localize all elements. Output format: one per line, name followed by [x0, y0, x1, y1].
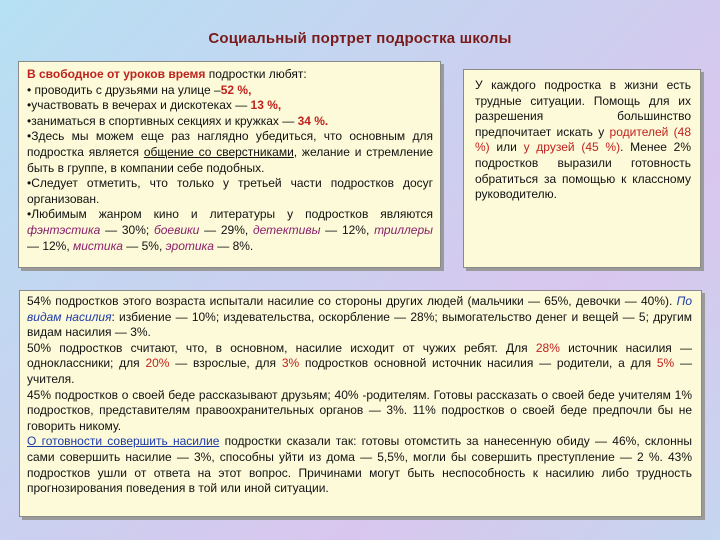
leisure-item-sports [27, 114, 433, 130]
genre-share: — 12%, [27, 238, 74, 253]
genre-name: детективы [253, 222, 321, 237]
violence-sources-text: 50% подростков считают, что, в основном, насилие исходит от чужих ребят. Для [27, 340, 536, 355]
genres-paragraph [27, 207, 433, 254]
leisure-organized-note: •Следует отметить, что только у третьей части подростков досуг организован. [27, 176, 433, 206]
help-seeking-or: или [489, 140, 524, 155]
leisure-item-text: •участвовать в вечерах и дискотеках — [27, 98, 251, 113]
violence-experience-paragraph [27, 294, 692, 341]
leisure-conclusion-end: , желание и стремление быть в группе, в компании себе подобных. [27, 144, 434, 175]
leisure-box [18, 61, 441, 268]
genre-name: боевики [153, 222, 200, 237]
readiness-label: О готовности совершить насилие [27, 434, 220, 449]
genre-share: — 29%, [199, 222, 253, 237]
genres-intro: •Любимым жанром кино и литературы у подростков являются [27, 207, 433, 222]
violence-experience-text: 54% подростков этого возраста испытали насилие со стороны других людей (мальчики — 65%, девочки — 40%). [27, 294, 677, 308]
friends-share: у друзей (45 %) [523, 140, 621, 155]
genre-name: эротика [165, 238, 214, 253]
leisure-item-street [27, 83, 433, 99]
help-seeking-intro: У каждого подростка в жизни есть трудные ситуации. Помощь для их разрешения большинство предпочитает искать у [475, 78, 691, 139]
violence-sources-text: — учителя. [27, 356, 692, 386]
parents-share: родителей (48 %) [475, 124, 691, 155]
leisure-item-parties [27, 98, 433, 114]
violence-types-label: По видам насилия [27, 294, 692, 324]
leisure-intro [27, 67, 433, 83]
genre-share: — 30%; [100, 222, 154, 237]
leisure-item-pct: 52 %, [220, 82, 252, 97]
genre-name: триллеры [374, 222, 433, 237]
teachers-share: 5% [656, 356, 675, 371]
help-seeking-text [475, 78, 691, 203]
help-seeking-end: . Менее 2% подростков выразили готовность обратиться за помощью к классному руководителю. [475, 140, 692, 202]
leisure-conclusion-text: •Здесь мы можем еще раз наглядно убедиться, что основным для подростка является [27, 129, 433, 159]
violence-sources-text: подростков основной источник насилия — родители, а для [299, 356, 657, 371]
genre-share: — 12%, [320, 222, 375, 237]
leisure-item-pct: 13 %, [250, 98, 282, 113]
genre-name: мистика [73, 238, 123, 253]
leisure-conclusion [27, 129, 433, 176]
readiness-paragraph [27, 434, 692, 496]
leisure-intro-bold: В свободное от уроков время [27, 67, 206, 81]
peer-communication-emphasis: общение со сверстниками [143, 144, 294, 159]
parents-violence-share: 3% [281, 356, 300, 371]
genre-share: — 8%. [213, 238, 254, 253]
page-title: Социальный портрет подростка школы [208, 30, 512, 47]
leisure-item-text: •заниматься в спортивных секциях и кружках — [27, 113, 298, 128]
violence-types-text: : избиение — 10%; издевательства, оскорбление — 28%; вымогательство денег и вещей — 5; другим видам насилия — 3%. [27, 309, 692, 340]
readiness-text: подростки сказали так: готовы отомстить за нанесенную обиду — 46%, склонны сами совершить насилие — 3%, способны уйти из дома — 5,5%, могли бы совершить преступление — 2 %. 43% подростков ушли от ответа на этот вопрос. Причинами могут быть неспособность к насилию либо трудность прогнозирования поведения в той или иной ситуации. [27, 434, 692, 496]
genre-share: — 5%, [122, 238, 166, 253]
genre-name: фэнтэстика [27, 222, 101, 237]
help-seeking-box [463, 69, 701, 268]
violence-sources-text: — взрослые, для [169, 356, 282, 371]
adults-share: 20% [145, 356, 170, 371]
leisure-item-text: • проводить с друзьями на улице – [27, 82, 221, 97]
violence-sources-paragraph [27, 341, 692, 388]
disclosure-paragraph: 45% подростков о своей беде рассказывают друзьям; 40% -родителям. Готовы рассказать о своей беде учителям 1% подростков, представителям правоохранительных органов — 3%. 11% подростков о своей беде предпочли бы не говорить никому. [27, 387, 692, 433]
violence-box [19, 290, 702, 517]
classmates-share: 28% [535, 340, 560, 355]
violence-sources-text: источник насилия — одноклассники; для [27, 340, 692, 371]
leisure-item-pct: 34 %. [297, 113, 329, 128]
leisure-intro-rest: подростки любят: [205, 67, 307, 81]
